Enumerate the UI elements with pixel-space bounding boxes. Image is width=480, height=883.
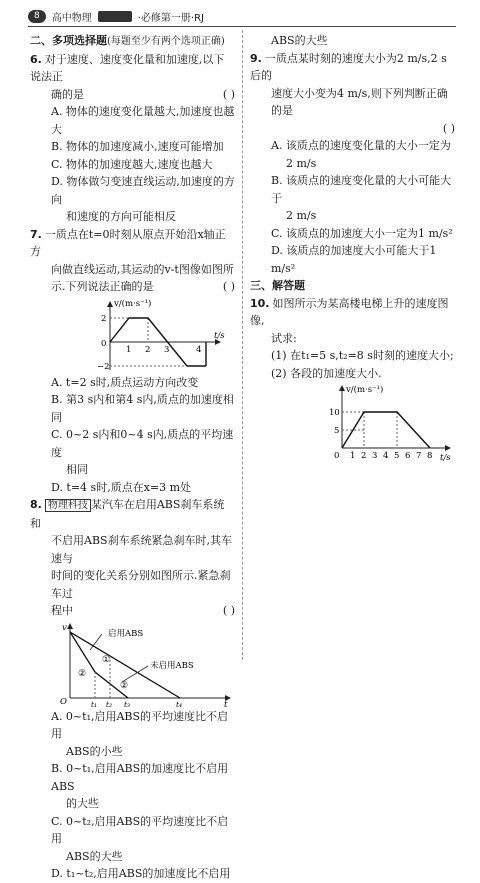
q8-abs-graph [30, 620, 235, 708]
option-d: D. 该质点的加速度大小可能大于1 m/s² [271, 244, 437, 275]
answer-bracket: ( ) [222, 604, 235, 617]
book-subtitle: ·必修第一册·RJ [137, 12, 204, 24]
v-label: v [62, 622, 67, 633]
x-tick: 4 [383, 451, 389, 461]
t1-label: t₁ [91, 699, 98, 708]
option-c-cont: 相同 [66, 463, 88, 476]
option-d-cont: 和速度的方向可能相反 [66, 210, 176, 223]
topic-tag: 物理科技 [45, 499, 91, 512]
question-stem: 对于速度、速度变化量和加速度,以下说法正 [30, 52, 225, 83]
x-axis-label: t/s [440, 453, 451, 462]
question-stem: 程中 [51, 604, 73, 617]
option-b: B. 第3 s内和第4 s内,质点的加速度相同 [51, 393, 234, 424]
option-d: D. t=4 s时,质点在x=3 m处 [51, 480, 192, 494]
abs-off-label: 未启用ABS [150, 660, 194, 671]
x-tick: 6 [405, 451, 411, 461]
q7-graph-svg [30, 296, 235, 374]
answer-bracket: ( ) [222, 280, 235, 293]
question-6 [30, 51, 235, 226]
x-tick: 3 [372, 451, 378, 461]
region-1-label: ① [102, 654, 111, 665]
q8-graph-svg [30, 620, 235, 708]
x-tick: 7 [416, 451, 422, 461]
question-stem: 一质点在t=0时刻从原点开始沿x轴正方 [30, 227, 226, 258]
y-axis-label: v/(m·s⁻¹) [114, 298, 152, 309]
y-axis-label: v/(m·s⁻¹) [346, 385, 384, 395]
question-stem: 时间的变化关系分别如图所示.紧急刹车过 [51, 569, 231, 600]
option-a: A. t=2 s时,质点运动方向改变 [51, 375, 199, 389]
option-c: C. 0~2 s内和0~4 s内,质点的平均速度 [51, 428, 234, 459]
question-number: 6. [30, 52, 42, 66]
option-d: D. 物体做匀变速直线运动,加速度的方向 [51, 175, 235, 206]
y-tick: −2 [97, 361, 110, 372]
x-tick: 3 [164, 344, 170, 355]
q7-vt-graph [30, 296, 235, 374]
question-stem: 一质点某时刻的速度大小为2 m/s,2 s后的 [250, 51, 447, 82]
question-7 [30, 226, 235, 497]
option-a: A. 0~t₁,启用ABS的平均速度比不启用 [51, 709, 229, 740]
section-heading: 三、解答题 [250, 279, 305, 292]
region-2b-label: ② [120, 680, 129, 691]
x-tick: 4 [196, 344, 202, 355]
question-10 [250, 295, 455, 463]
page-header [28, 8, 458, 24]
option-c-cont: ABS的大些 [66, 849, 123, 863]
abs-on-label: 启用ABS [108, 628, 144, 639]
y-tick: 0 [101, 338, 107, 349]
q10-vt-graph [250, 382, 455, 462]
q8-option-d-cont: ABS的大些 [271, 34, 328, 47]
t2-label: t₂ [106, 699, 113, 708]
sub-question-1: (1) 在t₁=5 s,t₂=8 s时刻的速度大小; [271, 349, 454, 362]
option-a: A. 物体的速度变化量越大,加速度也越大 [51, 105, 235, 136]
sub-question-2: (2) 各段的加速度大小. [271, 366, 382, 380]
x-tick: 2 [361, 451, 367, 461]
y-tick: 5 [334, 426, 340, 436]
header-rule [28, 26, 456, 27]
option-c: C. 该质点的加速度大小一定为1 m/s² [271, 226, 453, 240]
option-b-cont: 的大些 [66, 797, 99, 810]
answer-bracket: ( ) [442, 121, 455, 135]
option-a-cont: 2 m/s [286, 156, 317, 170]
left-column [30, 32, 235, 883]
x-tick: 2 [145, 344, 151, 355]
origin-label: O [60, 696, 67, 707]
question-9 [250, 50, 455, 278]
book-title: 高中物理 [51, 12, 92, 24]
page-number: 8 [28, 10, 46, 23]
y-tick: 2 [101, 313, 107, 324]
section-heading: 二、多项选择题 [30, 34, 107, 47]
question-stem: 某汽车在启用ABS刹车系统和 [30, 498, 225, 530]
option-b: B. 0~t₁,启用ABS的加速度比不启用ABS [51, 762, 229, 793]
answer-bracket: ( ) [222, 87, 235, 101]
question-8 [30, 496, 235, 883]
option-a: A. 该质点的速度变化量的大小一定为 [271, 139, 451, 152]
section-title-multi [30, 32, 235, 51]
x-tick: 1 [126, 344, 132, 355]
question-stem: 示.下列说法正确的是 [51, 280, 154, 293]
y-tick: 10 [329, 408, 340, 418]
x-tick: 8 [427, 451, 433, 461]
question-number: 8. [30, 498, 42, 511]
question-number: 9. [250, 51, 262, 65]
option-c: C. 物体的加速度越大,速度也越大 [51, 157, 213, 171]
x-axis-label: t/s [214, 330, 225, 341]
option-d: D. t₁~t₂,启用ABS的加速度比不启用 [51, 867, 231, 880]
question-stem: 如图所示为某高楼电梯上升的速度图像, [250, 296, 449, 327]
question-stem: 不启用ABS刹车系统紧急刹车时,其车速与 [51, 534, 233, 565]
option-b: B. 物体的加速度减小,速度可能增加 [51, 140, 224, 153]
x-tick: 5 [394, 451, 400, 461]
question-stem: 向做直线运动,其运动的v-t图像如图所 [51, 262, 234, 276]
question-number: 10. [250, 296, 270, 310]
x-tick: 1 [350, 451, 356, 461]
question-stem: 速度大小变为4 m/s,则下列判断正确的是 [271, 86, 448, 117]
y-tick: 0 [334, 451, 340, 461]
option-b: B. 该质点的速度变化量的大小可能大于 [271, 174, 452, 205]
t-label: t [224, 699, 228, 708]
t3-label: t₃ [124, 699, 131, 708]
question-stem: 确的是 [51, 87, 84, 101]
option-c: C. 0~t₂,启用ABS的平均速度比不启用 [51, 814, 229, 845]
section-note: (每题至少有两个选项正确) [107, 36, 225, 47]
region-2-label: ② [78, 668, 87, 679]
option-a-cont: ABS的小些 [66, 744, 123, 758]
question-number: 7. [30, 227, 42, 241]
column-divider [242, 30, 243, 660]
t4-label: t₄ [176, 699, 183, 708]
book-logo-icon [98, 11, 132, 22]
option-b-cont: 2 m/s [286, 209, 317, 222]
right-column [250, 32, 455, 462]
question-stem: 试求: [271, 331, 297, 345]
q10-graph-svg [250, 382, 455, 462]
